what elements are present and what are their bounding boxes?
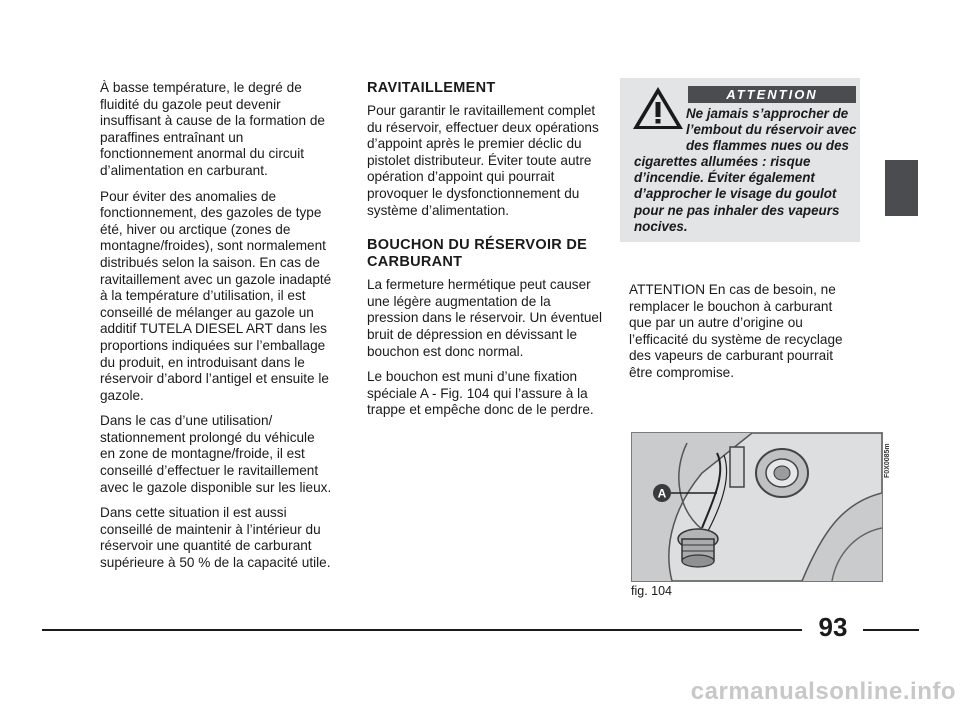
paragraph: À basse température, le degré de fluidité du gazole peut devenir insuffisant à cause de la formation de paraffines entraînant un fonctionnement anormal du circuit d’alimentation en carburant. (100, 80, 325, 178)
text-column-2 (367, 80, 603, 428)
warning-box (620, 78, 860, 242)
figure-label-a: A (657, 486, 667, 501)
chapter-tab (885, 160, 918, 216)
warning-banner: ATTENTION (688, 86, 856, 103)
paragraph: Dans cette situation il est aussi conseillé de maintenir à l’intérieur du réservoir une quantité de carburant supérieure à 50 % de la capacité utile. (100, 505, 331, 571)
paragraph: Pour garantir le ravitaillement complet du réservoir, effectuer deux opérations d’appoint après le premier déclic du pistolet distributeur. Éviter toute autre opération d’appoint qui pourrait provoquer le dysfonctionnement du système d’alimentation. (367, 103, 599, 218)
fuel-cap-figure (631, 432, 883, 582)
paragraph: Dans le cas d’une utilisation/ stationnement prolongé du véhicule en zone de montagne/froide, il est conseillé d’effectuer le ravitaillement avec le gazole disponible sur les lieux. (100, 413, 332, 495)
figure-code: F0X0085m (884, 443, 891, 479)
attention-note: ATTENTION En cas de besoin, ne remplacer le bouchon à carburant que par un autre d’origine ou l’efficacité du système de recyclage des vapeurs de carburant pourrait être compromise. (629, 282, 843, 380)
paragraph: Le bouchon est muni d’une fixation spéciale A - Fig. 104 qui l’assure à la trappe et empêche donc de le perdre. (367, 369, 594, 418)
page-number: 93 (818, 612, 848, 642)
warning-text-block (634, 106, 858, 235)
footer-rule-right (863, 629, 919, 631)
warning-text: Ne jamais s’approcher de l’embout du réservoir avec des flammes nues ou des cigarettes allumées : risque d’incendie. Éviter également d’approcher le visage du goulot pour ne pas inhaler des vapeurs nocives. (634, 106, 857, 234)
figure-caption: fig. 104 (631, 584, 673, 598)
fuel-cap-illustration (632, 433, 882, 581)
text-column-1 (100, 80, 332, 581)
footer-rule-left (42, 629, 802, 631)
section-heading-fuel-cap: BOUCHON DU RÉSERVOIR DE CARBURANT (367, 237, 588, 271)
section-heading-refueling: RAVITAILLEMENT (367, 80, 496, 96)
paragraph: Pour éviter des anomalies de fonctionnement, des gazoles de type été, hiver ou arctique (zones de montagne/froides), sont normalement distribués selon la saison. En cas de ravitaillement avec un gazole inadapté à la température d’utilisation, il est conseillé de mélanger au gazole un additif TUTELA DIESEL ART dans les proportions indiquées sur l’emballage du produit, en introduisant dans le réservoir d’abord l’antigel et ensuite le gazole. (100, 188, 332, 403)
watermark: carmanualsonline.info (690, 678, 956, 705)
paragraph: La fermeture hermétique peut causer une légère augmentation de la pression dans le réservoir. Un éventuel bruit de dépression en dévissant le bouchon est donc normal. (367, 277, 602, 359)
